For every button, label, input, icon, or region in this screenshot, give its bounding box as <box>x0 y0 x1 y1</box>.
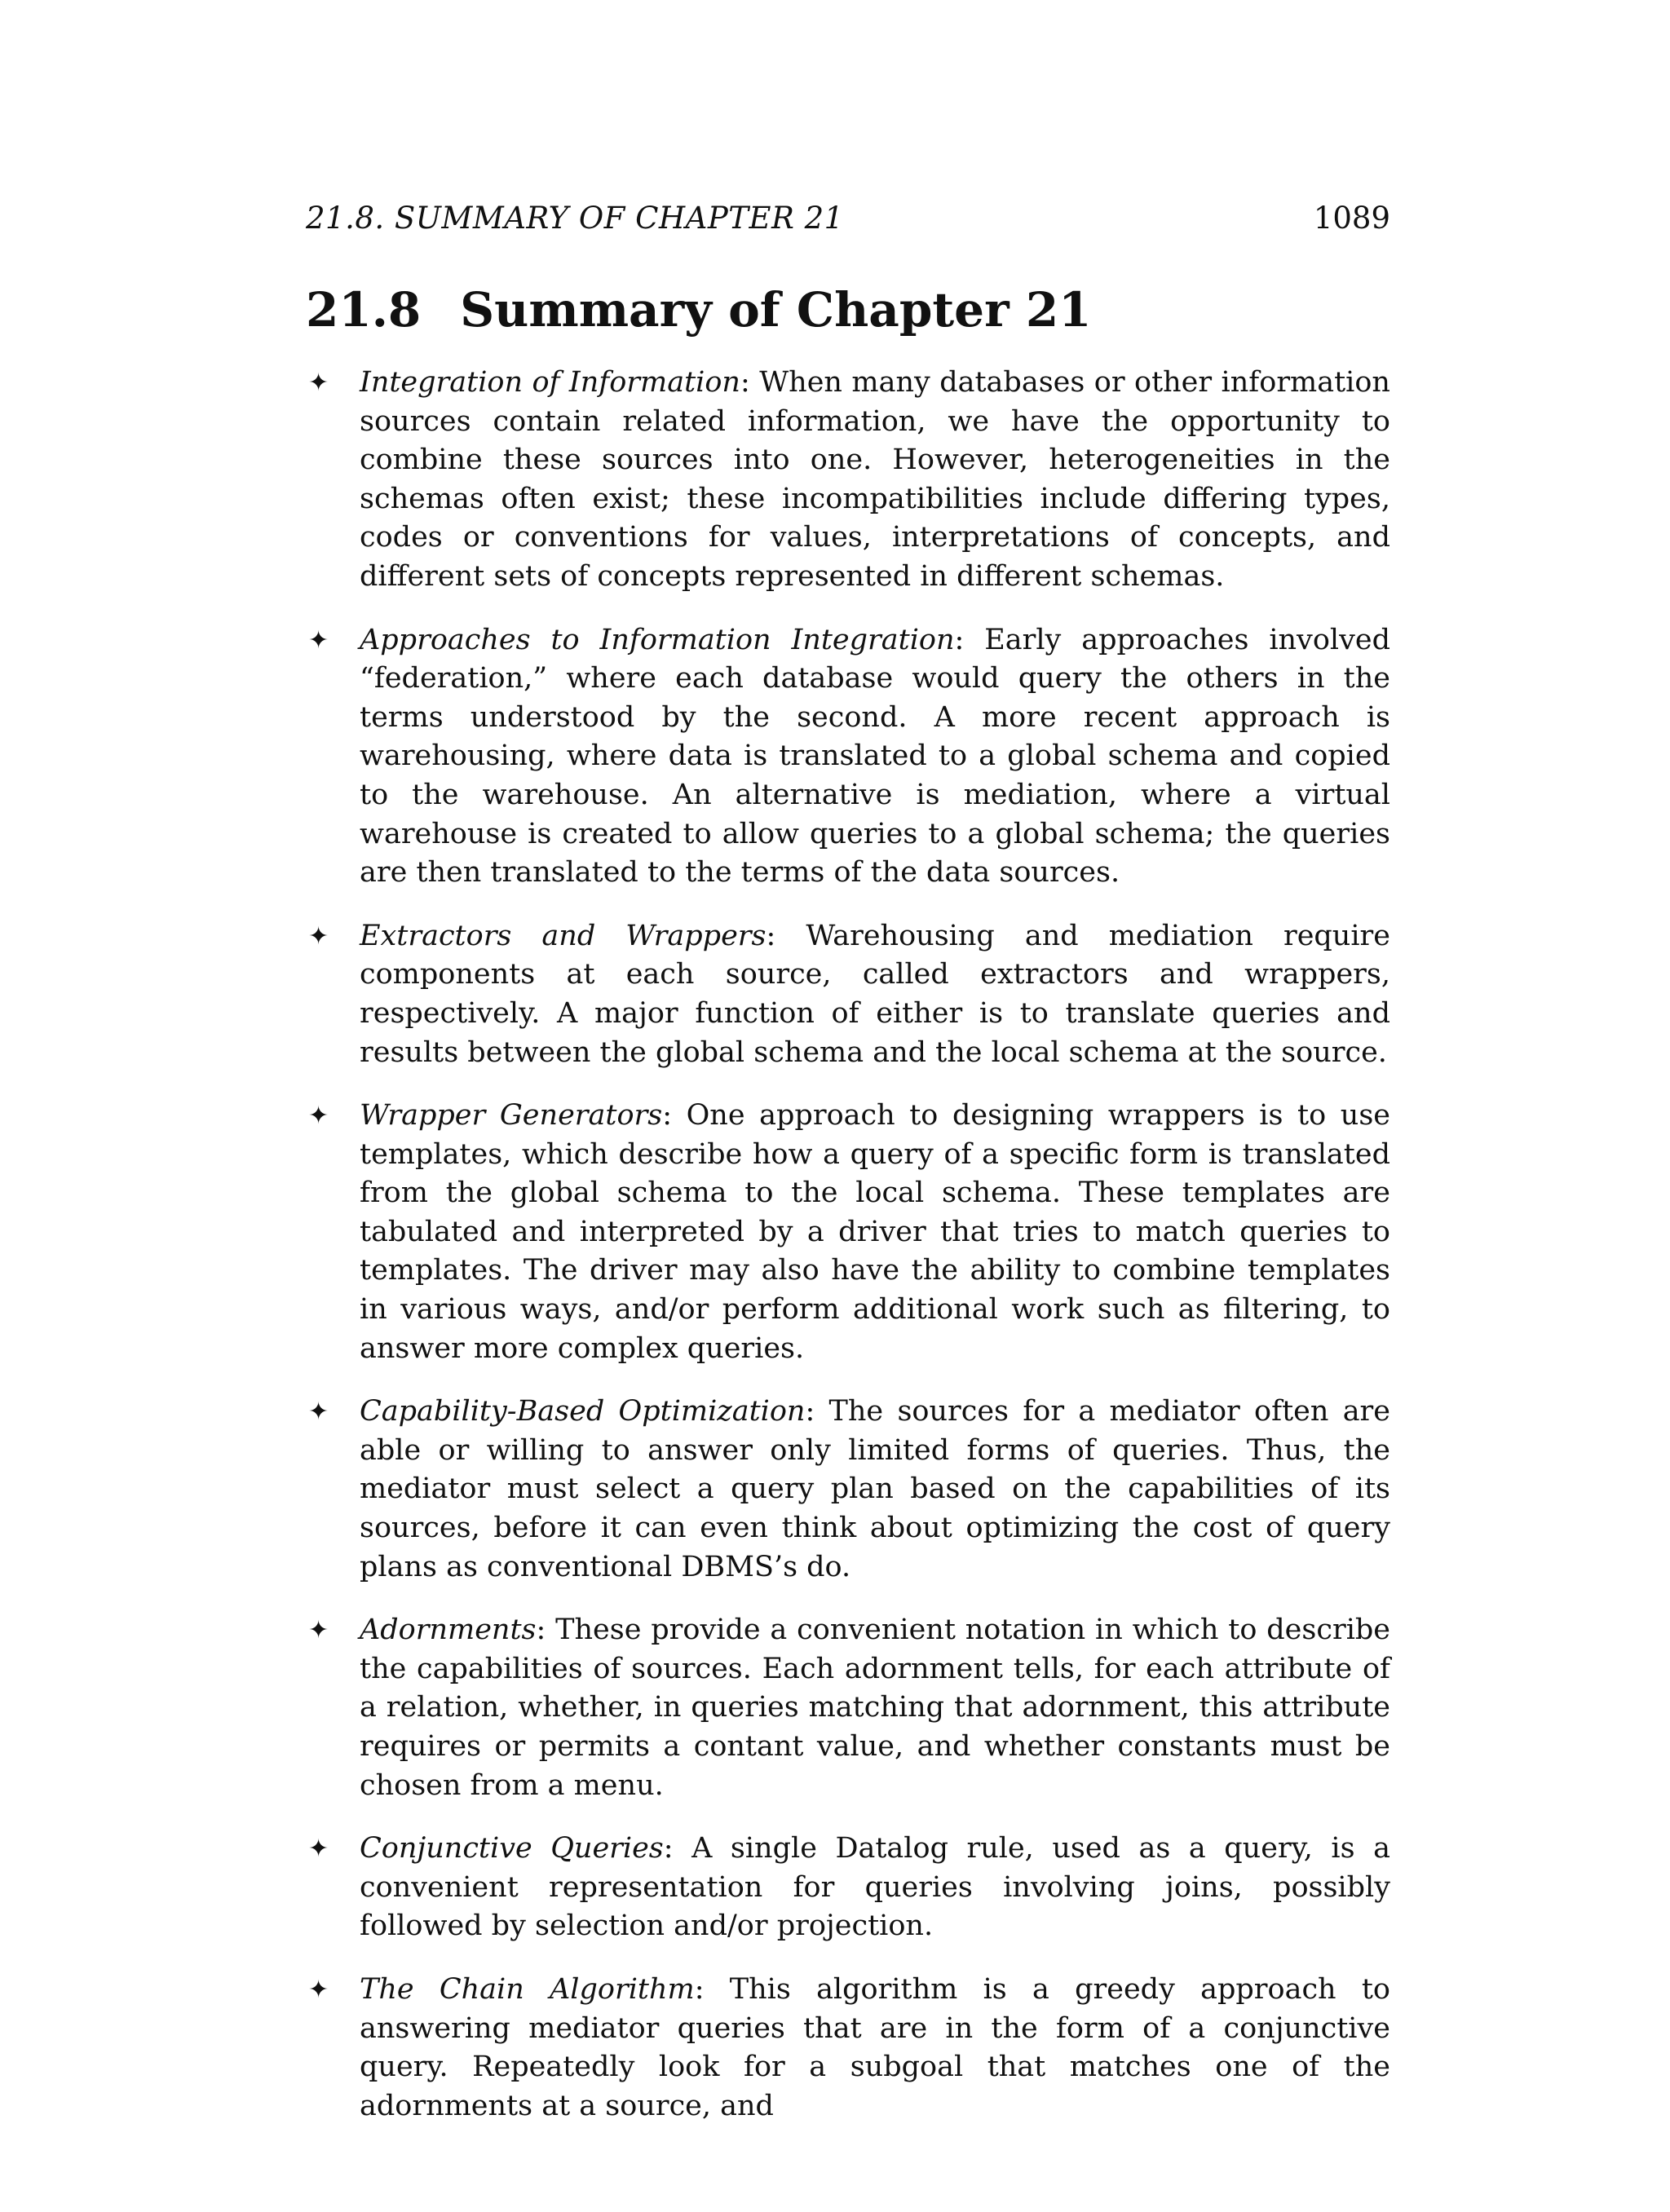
running-header <box>306 201 1390 249</box>
item-text: Warehousing and mediation require components at each source, called extractors and wrappers, respectively. A major function of either is to translate queries and results between the global schema and the local schema at the source. <box>360 919 1390 1069</box>
summary-item-wrapper-generators: ✦ Wrapper Generators: One approach to designing wrappers is to use templates, which describe how a query of a specific form is translated from the global schema to the local schema. These templates are tabulated and interpreted by a driver that tries to match queries to templates. The driver may also have the ability to combine templates in various ways, and/or perform additional work such as filtering, to answer more complex queries. <box>306 1097 1390 1368</box>
item-text: One approach to designing wrappers is to use templates, which describe how a query of a specific form is translated from the global schema to the local schema. These templates are tabulated and interpreted by a driver that tries to match queries to templates. The driver may also have the ability to combine templates in various ways, and/or perform additional work such as filtering, to answer more complex queries. <box>360 1099 1391 1365</box>
item-term: Adornments <box>360 1614 537 1647</box>
summary-list <box>306 364 1390 2150</box>
item-term: Conjunctive Queries <box>360 1832 664 1865</box>
summary-item-extractors-and-wrappers: ✦ Extractors and Wrappers: Warehousing and mediation require components at each source, called extractors and wrappers, respectively. A major function of either is to translate queries and results between the global schema and the local schema at the source. <box>306 917 1390 1072</box>
star-bullet-icon: ✦ <box>308 369 329 397</box>
star-bullet-icon: ✦ <box>308 1102 329 1131</box>
item-text: These provide a convenient notation in which to describe the capabilities of sources. Each adornment tells, for each attribute of a relation, whether, in queries matching that adornment, this attribute requires or permits a contant value, and whether constants must be chosen from a menu. <box>360 1614 1391 1802</box>
item-term: The Chain Algorithm <box>360 1972 695 2006</box>
page-number: 1089 <box>1313 201 1390 236</box>
item-term: Approaches to Information Integration <box>360 623 955 656</box>
item-text: A single Datalog rule, used as a query, is a convenient representation for queries involving joins, possibly followed by selection and/or projection. <box>360 1832 1390 1943</box>
summary-item-capability-based-optimization: ✦ Capability-Based Optimization: The sources for a mediator often are able or willing to answer only limited forms of queries. Thus, the mediator must select a query plan based on the capabilities of its sources, before it can even think about optimizing the cost of query plans as conventional DBMS’s do. <box>306 1393 1390 1587</box>
summary-item-the-chain-algorithm: ✦ The Chain Algorithm: This algorithm is a greedy approach to answering mediator queries that are in the form of a conjunctive query. Repeatedly look for a subgoal that matches one of the adornments at a source, and <box>306 1971 1390 2126</box>
item-term: Capability-Based Optimization <box>360 1395 806 1428</box>
item-text: Early approaches involved “federation,” where each database would query the others in the terms understood by the second. A more recent approach is warehousing, where data is translated to a global schema and copied to the warehouse. An alternative is mediation, where a virtual warehouse is created to allow queries to a global schema; the queries are then translated to the terms of the data sources. <box>360 623 1390 890</box>
item-term: Integration of Information <box>360 366 740 399</box>
item-term: Extractors and Wrappers <box>360 919 767 952</box>
summary-item-approaches-to-information-integration: ✦ Approaches to Information Integration: Early approaches involved “federation,” where each database would query the others in the terms understood by the second. A more recent approach is warehousing, where data is translated to a global schema and copied to the warehouse. An alternative is mediation, where a virtual warehouse is created to allow queries to a global schema; the queries are then translated to the terms of the data sources. <box>306 621 1390 893</box>
star-bullet-icon: ✦ <box>308 1975 329 2004</box>
section-number: 21.8 <box>306 282 422 338</box>
item-text: The sources for a mediator often are able or willing to answer only limited forms of queries. Thus, the mediator must select a query plan based on the capabilities of its sources, before it can even think about optimizing the cost of query plans as conventional DBMS’s do. <box>360 1395 1391 1583</box>
item-text: This algorithm is a greedy approach to answering mediator queries that are in the form of a conjunctive query. Repeatedly look for a subgoal that matches one of the adornments at a source, and <box>360 1972 1390 2122</box>
item-text: When many databases or other information sources contain related information, we have the opportunity to combine these sources into one. However, heterogeneities in the schemas often exist; these incompatibilities include differing types, codes or conventions for values, interpretations of concepts, and different sets of concepts represented in different schemas. <box>360 366 1390 593</box>
section-title: Summary of Chapter 21 <box>460 282 1092 338</box>
star-bullet-icon: ✦ <box>308 1616 329 1645</box>
star-bullet-icon: ✦ <box>308 1835 329 1864</box>
section-heading <box>306 282 1092 338</box>
summary-item-adornments: ✦ Adornments: These provide a convenient notation in which to describe the capabilities of sources. Each adornment tells, for each attribute of a relation, whether, in queries matching that adornment, this attribute requires or permits a contant value, and whether constants must be chosen from a menu. <box>306 1611 1390 1805</box>
summary-item-conjunctive-queries: ✦ Conjunctive Queries: A single Datalog rule, used as a query, is a convenient representation for queries involving joins, possibly followed by selection and/or projection. <box>306 1830 1390 1946</box>
star-bullet-icon: ✦ <box>308 1397 329 1427</box>
summary-item-integration-of-information: ✦ Integration of Information: When many databases or other information sources contain related information, we have the opportunity to combine these sources into one. However, heterogeneities in the schemas often exist; these incompatibilities include differing types, codes or conventions for values, interpretations of concepts, and different sets of concepts represented in different schemas. <box>306 364 1390 597</box>
item-term: Wrapper Generators <box>360 1099 663 1132</box>
star-bullet-icon: ✦ <box>308 921 329 951</box>
running-title: 21.8. SUMMARY OF CHAPTER 21 <box>306 201 844 236</box>
star-bullet-icon: ✦ <box>308 625 329 655</box>
